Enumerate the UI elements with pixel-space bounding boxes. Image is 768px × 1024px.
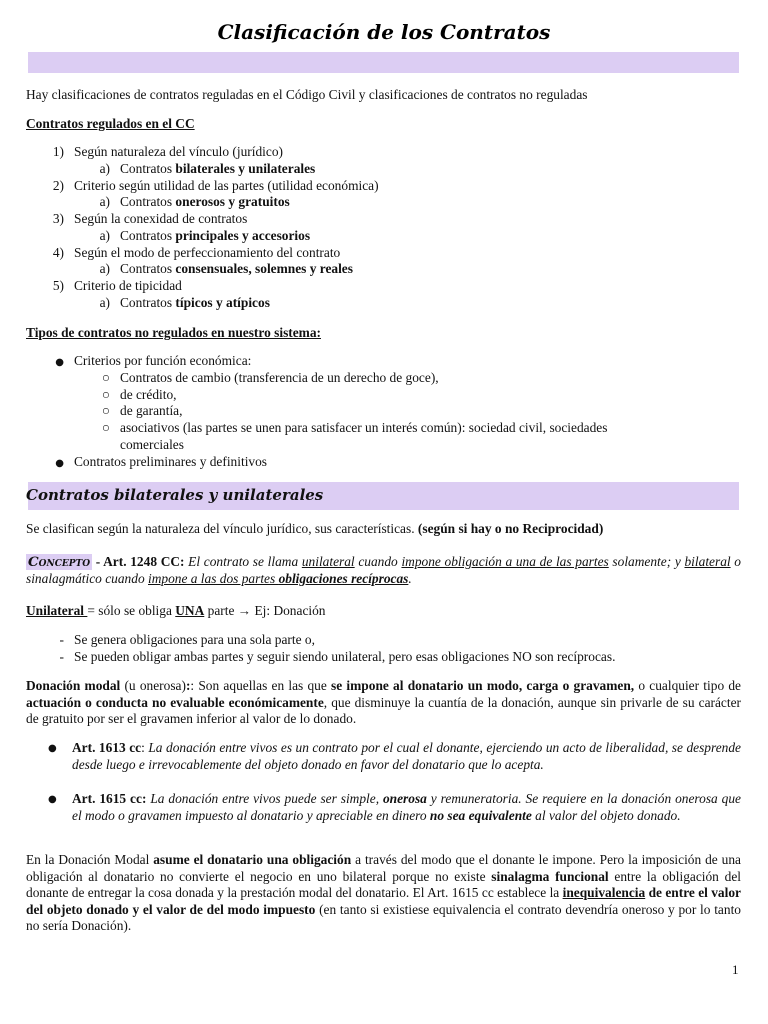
- classification-text: Se clasifican según la naturaleza del vínculo jurídico, sus características. (según si hay o no Reciprocidad): [26, 521, 604, 536]
- list-subitem-continuation: comerciales: [120, 437, 184, 452]
- list-item: ● Criterios por función económica:: [46, 353, 251, 371]
- list-subitem: a) Contratos bilaterales y unilaterales: [99, 161, 316, 176]
- bullet-icon: ●: [55, 357, 64, 368]
- concepto-label: Concepto: [28, 554, 91, 570]
- circle-bullet-icon: ○: [101, 403, 110, 418]
- bullet-icon: ●: [55, 458, 64, 469]
- list-subitem: a) Contratos consensuales, solemnes y reales: [99, 261, 353, 276]
- unregulated-heading: Tipos de contratos no regulados en nuestro sistema:: [26, 325, 321, 340]
- article-item: ● Art. 1615 cc: La donación entre vivos puede ser simple, onerosa y remuneratoria. Se requiere en la donación onerosa que el modo o gravamen impuesto al donatario y apreciable en dinero no sea equivalente al valor del objeto donado.: [48, 791, 741, 823]
- list-item: 4) Según el modo de perfeccionamiento del contrato: [52, 245, 341, 260]
- document-title: Clasificación de los Contratos: [217, 20, 551, 44]
- title-highlight-band: [28, 52, 739, 73]
- list-item: 1) Según naturaleza del vínculo (jurídico): [52, 144, 283, 159]
- final-paragraph: En la Donación Modal asume el donatario una obligación a través del modo que el donante le impone. Pero la imposición de una obligación al donatario no convierte el negocio en uno bilateral porque no existe sinalagma funcional entre la obligación del donante de entregar la cosa donada y la prestación modal del donatario. El Art. 1615 cc establece la inequivalencia de entre el valor del objeto donado y el valor de del modo impuesto (en tanto si existiese equivalencia el contrato devendría oneroso y por lo tanto no sería Donación).: [26, 852, 741, 933]
- list-subitem: ○ asociativos (las partes se unen para satisfacer un interés común): sociedad civil, sociedades: [92, 420, 607, 436]
- list-item: - Se pueden obligar ambas partes y seguir siendo unilateral, pero esas obligaciones NO son recíprocas.: [59, 649, 616, 664]
- list-subitem: ○ de crédito,: [92, 387, 177, 403]
- donacion-modal-paragraph: Donación modal (u onerosa):: Son aquellas en las que se impone al donatario un modo, carga o gravamen, o cualquier tipo de actuación o conducta no evaluable económicamente, que disminuye la cuantía de la donación, aunque sin privarle de su carácter de gratuito por ser el gravamen inferior al valor de lo donado.: [26, 678, 741, 726]
- page-number: 1: [732, 962, 739, 977]
- concepto-paragraph: Concepto - Art. 1248 CC: El contrato se llama unilateral cuando impone obligación a una de las partes solamente; y bilateral o sinalagmático cuando impone a las dos partes obligaciones recíprocas.: [26, 554, 741, 586]
- list-subitem: ○ de garantía,: [92, 403, 182, 419]
- circle-bullet-icon: ○: [101, 420, 110, 435]
- bullet-icon: ●: [48, 794, 57, 805]
- regulated-heading: Contratos regulados en el CC: [26, 116, 195, 131]
- list-item: - Se genera obligaciones para una sola parte o,: [59, 632, 315, 647]
- list-subitem: a) Contratos típicos y atípicos: [99, 295, 270, 310]
- list-item: 5) Criterio de tipicidad: [52, 278, 182, 293]
- article-item: ● Art. 1613 cc: La donación entre vivos es un contrato por el cual el donante, ejerciendo un acto de liberalidad, se desprende desde luego e irrevocablemente del objeto donado en favor del donatario que lo acepta.: [48, 740, 741, 772]
- section-heading: Contratos bilaterales y unilaterales: [26, 486, 324, 504]
- circle-bullet-icon: ○: [101, 387, 110, 402]
- list-item: ● Contratos preliminares y definitivos: [46, 454, 267, 472]
- list-item: 2) Criterio según utilidad de las partes (utilidad económica): [52, 178, 379, 193]
- unilateral-definition: Unilateral = sólo se obliga UNA parte → Ej: Donación: [26, 603, 326, 618]
- list-subitem: a) Contratos onerosos y gratuitos: [99, 194, 290, 209]
- circle-bullet-icon: ○: [101, 370, 110, 385]
- list-subitem: ○ Contratos de cambio (transferencia de un derecho de goce),: [92, 370, 439, 386]
- intro-paragraph: Hay clasificaciones de contratos reguladas en el Código Civil y clasificaciones de contratos no reguladas: [26, 87, 588, 102]
- list-subitem: a) Contratos principales y accesorios: [99, 228, 311, 243]
- list-item: 3) Según la conexidad de contratos: [52, 211, 248, 226]
- bullet-icon: ●: [48, 743, 57, 754]
